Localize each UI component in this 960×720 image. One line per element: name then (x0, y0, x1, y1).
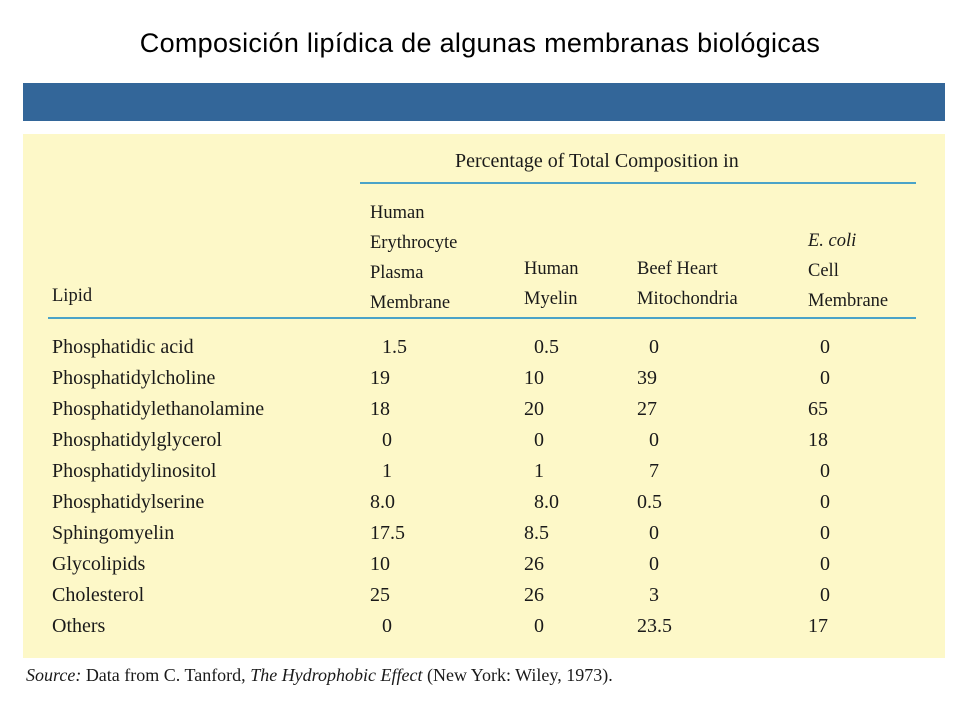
table-row (0, 584, 960, 615)
table-cell: 7 (649, 460, 659, 482)
source-note (26, 665, 613, 686)
table-cell: 0 (382, 615, 392, 637)
table-cell: 0 (820, 491, 830, 513)
table-cell: 3 (649, 584, 659, 606)
table-cell: 26 (524, 553, 544, 575)
group-header-rule (360, 182, 916, 184)
table-cell: 0 (534, 615, 544, 637)
table-cell: 17 (808, 615, 828, 637)
lipid-name: Phosphatidylcholine (52, 367, 216, 389)
table-cell: 8.5 (524, 522, 549, 544)
table-row (0, 336, 960, 367)
table-row (0, 398, 960, 429)
source-text-before: Data from C. Tanford, (81, 665, 251, 685)
table-row (0, 491, 960, 522)
slide-title: Composición lipídica de algunas membranas biológicas (139, 28, 821, 58)
table-cell: 0 (820, 584, 830, 606)
table-row (0, 367, 960, 398)
table-cell: 65 (808, 398, 828, 420)
header-bottom-rule (48, 317, 916, 319)
table-cell: 0 (820, 553, 830, 575)
table-cell: 0 (820, 336, 830, 358)
column-header-myelin: Human Myelin (524, 259, 579, 309)
table-cell: 0.5 (637, 491, 662, 513)
table-cell: 23.5 (637, 615, 672, 637)
group-header: Percentage of Total Composition in (455, 150, 739, 172)
table-cell: 0 (649, 522, 659, 544)
column-header-ecoli: E. coli Cell Membrane (808, 231, 889, 311)
lipid-name: Phosphatidylethanolamine (52, 398, 265, 420)
table-cell: 25 (370, 584, 390, 606)
source-text-after: (New York: Wiley, 1973). (422, 665, 613, 685)
lipid-name: Phosphatidylserine (52, 491, 205, 513)
table-cell: 0 (649, 336, 659, 358)
column-header-mitochondria: Beef Heart Mitochondria (637, 259, 738, 309)
table-cell: 27 (637, 398, 657, 420)
table-cell: 8.0 (534, 491, 559, 513)
header-band (23, 83, 945, 121)
table-cell: 18 (370, 398, 390, 420)
lipid-name: Sphingomyelin (52, 522, 175, 544)
table-row (0, 429, 960, 460)
table-cell: 0 (820, 522, 830, 544)
table-cell: 0 (382, 429, 392, 451)
table-cell: 18 (808, 429, 828, 451)
table-cell: 0 (820, 460, 830, 482)
column-header-erythrocyte: Human Erythrocyte Plasma Membrane (370, 203, 458, 313)
table-row (0, 615, 960, 646)
source-label: Source: (26, 665, 82, 685)
table-cell: 1 (382, 460, 392, 482)
table-cell: 0 (534, 429, 544, 451)
lipid-name: Phosphatidylinositol (52, 460, 217, 482)
lipid-column-header: Lipid (52, 286, 93, 306)
table-row (0, 522, 960, 553)
lipid-name: Phosphatidic acid (52, 336, 194, 358)
table-cell: 17.5 (370, 522, 405, 544)
source-book-title: The Hydrophobic Effect (250, 665, 423, 685)
table-row (0, 460, 960, 491)
table-cell: 19 (370, 367, 390, 389)
table-cell: 39 (637, 367, 657, 389)
table-cell: 0 (649, 553, 659, 575)
table-cell: 1 (534, 460, 544, 482)
table-cell: 20 (524, 398, 544, 420)
table-cell: 1.5 (382, 336, 407, 358)
table-cell: 26 (524, 584, 544, 606)
lipid-name: Cholesterol (52, 584, 145, 606)
lipid-name: Others (52, 615, 106, 637)
table-cell: 0 (820, 367, 830, 389)
table-cell: 0 (649, 429, 659, 451)
lipid-name: Phosphatidylglycerol (52, 429, 222, 451)
table-cell: 0.5 (534, 336, 559, 358)
lipid-name: Glycolipids (52, 553, 146, 575)
table-cell: 8.0 (370, 491, 395, 513)
table-cell: 10 (370, 553, 390, 575)
table-row (0, 553, 960, 584)
table-cell: 10 (524, 367, 544, 389)
